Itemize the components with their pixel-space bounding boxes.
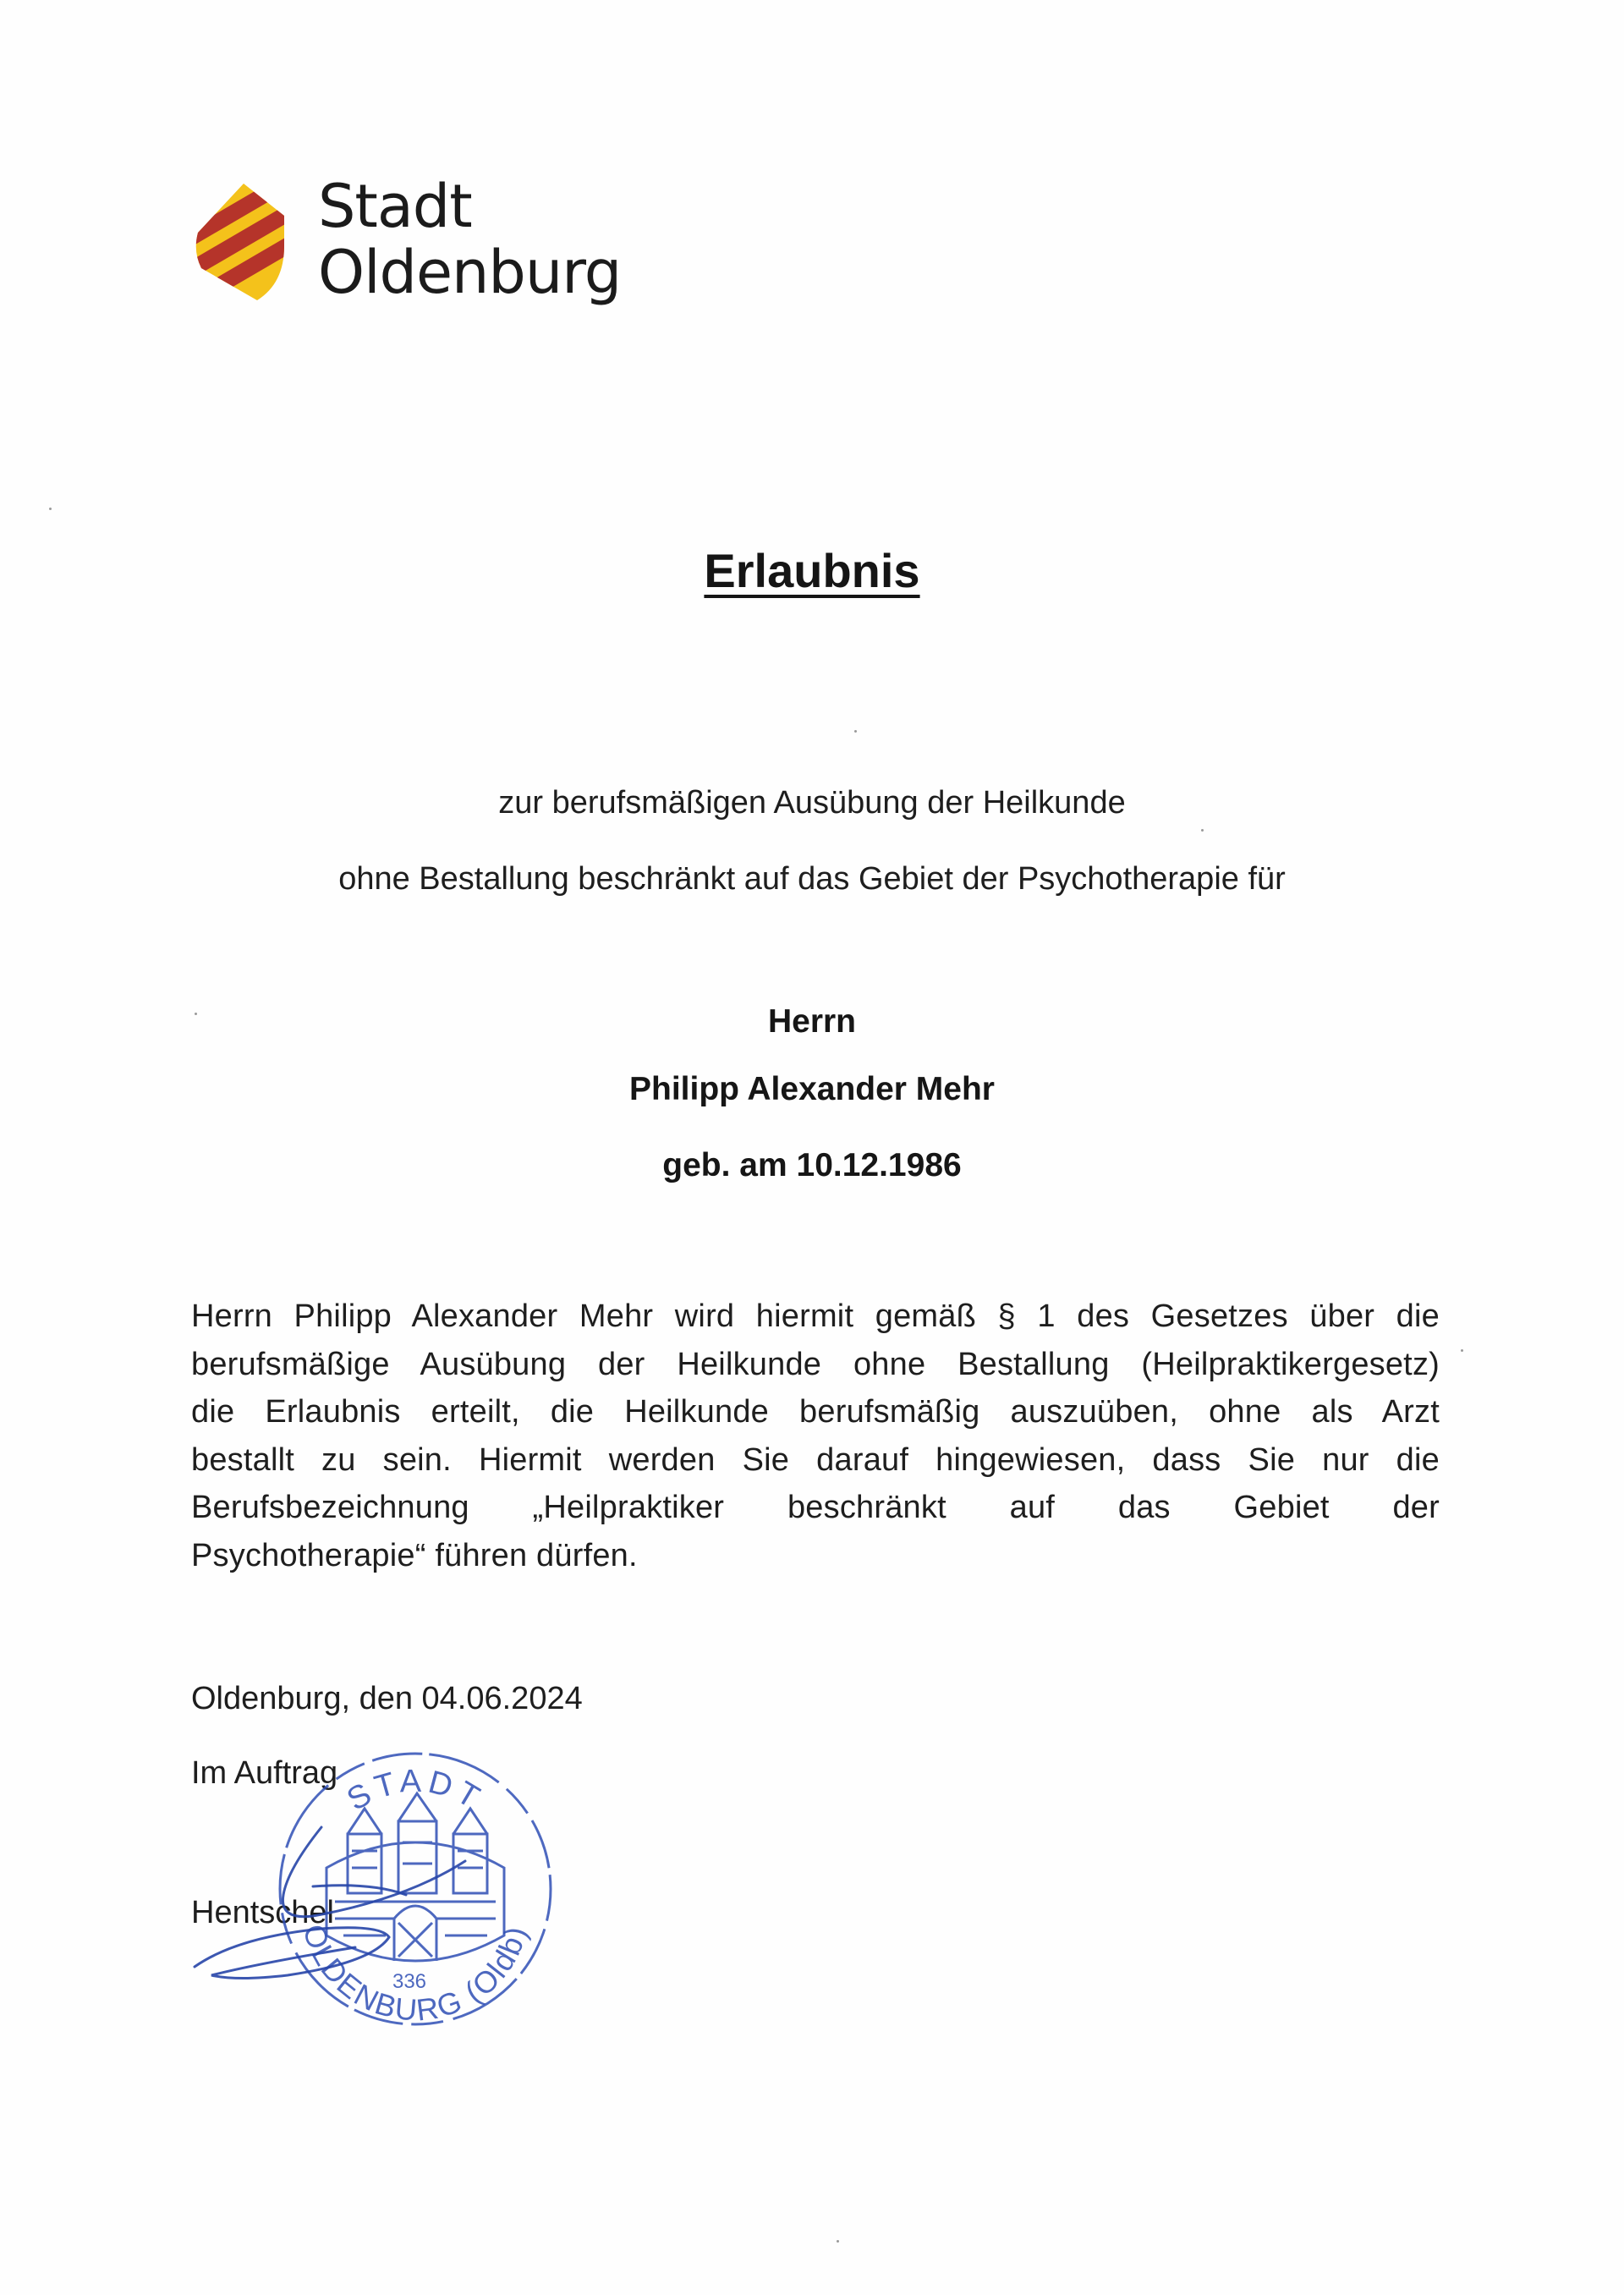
scan-speck <box>195 1013 197 1015</box>
body-paragraph <box>191 1293 1440 1580</box>
stamp-top-text: STADT <box>341 1763 490 1819</box>
body-line-5: Berufsbezeichnung „Heilpraktiker beschränkt auf das Gebiet der <box>191 1490 1440 1526</box>
document-title: Erlaubnis <box>704 544 920 597</box>
city-name <box>318 173 621 305</box>
recipient-salutation: Herrn <box>767 1003 857 1040</box>
letterhead-logo <box>189 173 629 309</box>
on-behalf-label: Im Auftrag <box>191 1755 338 1791</box>
stamp-bottom-text: OLDENBURG (Oldb) <box>296 1919 535 2028</box>
body-line-6: Psychotherapie“ führen dürfen. <box>191 1537 638 1573</box>
handwritten-signature-icon <box>186 1802 541 1988</box>
place-and-date: Oldenburg, den 04.06.2024 <box>191 1681 583 1716</box>
scan-speck <box>1201 829 1204 832</box>
body-line-1: Herrn Philipp Alexander Mehr wird hiermit gemäß § 1 des Gesetzes über die <box>191 1298 1440 1334</box>
body-line-4: bestallt zu sein. Hiermit werden Sie darauf hingewiesen, dass Sie nur die <box>191 1441 1440 1478</box>
subtitle-line-2: ohne Bestallung beschränkt auf das Gebiet der Psychotherapie für <box>338 861 1286 897</box>
body-line-3: die Erlaubnis erteilt, die Heilkunde berufsmäßig auszuüben, ohne als Arzt <box>191 1394 1440 1430</box>
scan-speck <box>49 508 52 510</box>
subtitle-line-1: zur berufsmäßigen Ausübung der Heilkunde <box>498 785 1126 821</box>
body-line-2: berufsmäßige Ausübung der Heilkunde ohne Bestallung (Heilpraktikergesetz) <box>191 1346 1440 1382</box>
coat-of-arms-icon <box>189 177 291 304</box>
scan-speck <box>837 2240 839 2243</box>
recipient-birthdate: geb. am 10.12.1986 <box>662 1147 962 1183</box>
scan-speck <box>854 730 857 733</box>
city-name-line2: Oldenburg <box>318 238 622 307</box>
stamp-number: 336 <box>392 1970 427 1993</box>
city-name-line1: Stadt <box>318 172 472 241</box>
recipient-name: Philipp Alexander Mehr <box>629 1071 995 1107</box>
scan-speck <box>1461 1349 1463 1352</box>
signer-name: Hentschel <box>191 1895 334 1930</box>
